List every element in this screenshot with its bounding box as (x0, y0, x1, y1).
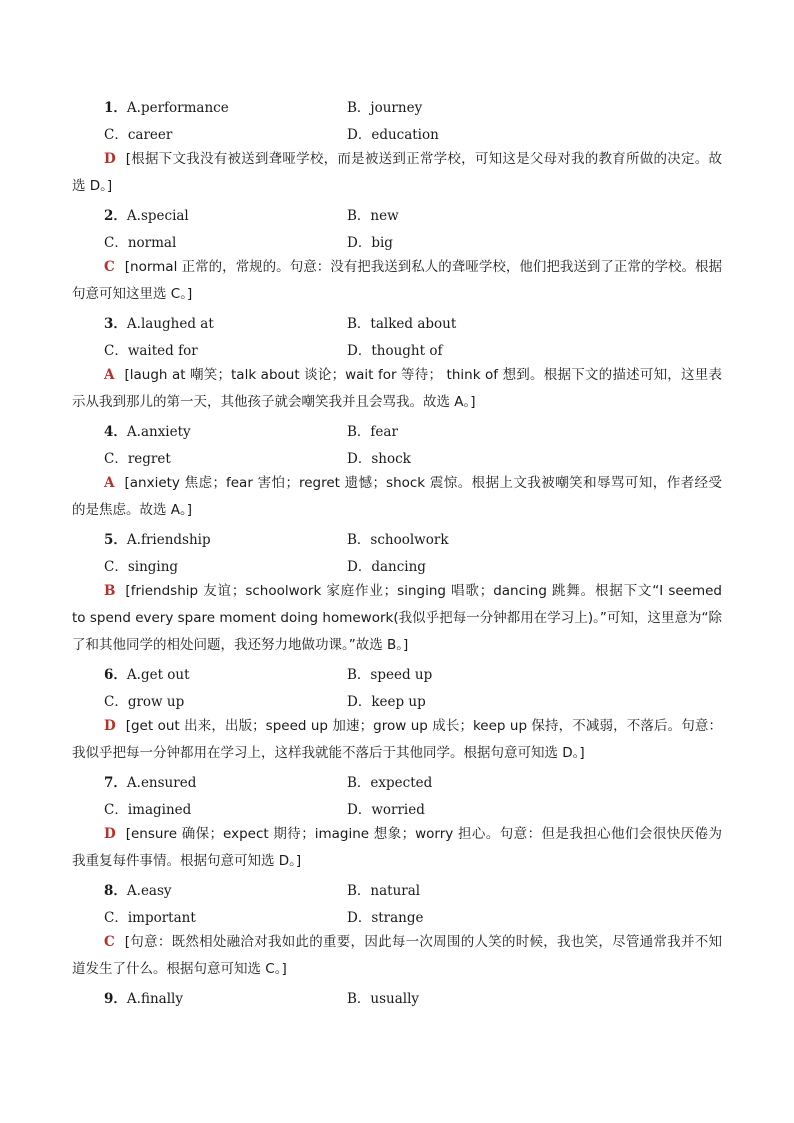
question-list (72, 92, 722, 1010)
answer-explanation-2 (72, 254, 722, 308)
explanation-text: [friendship 友谊；schoolwork 家庭作业；singing 唱歌；dancing 跳舞。根据下文“I seemed to spend every spare moment doing homework(我似乎把每一分钟都用在学习上)。”可知，这里意为“除了和其他同学的相处问题，我还努力地做功课。”故选 B。] (72, 583, 722, 653)
question-3-row-2 (72, 335, 722, 362)
option-a: A.performance (126, 99, 229, 116)
answer-letter: A (104, 475, 115, 491)
option-c: C．career (104, 126, 173, 143)
question-number: 8． (104, 882, 127, 899)
option-b: B．new (347, 207, 399, 224)
explanation-text: [normal 正常的，常规的。句意：没有把我送到私人的聋哑学校，他们把我送到了正常的学校。根据句意可知这里选 C。] (72, 259, 722, 302)
question-number: 9． (104, 990, 127, 1007)
question-1-row-2 (72, 119, 722, 146)
option-c: C．imagined (104, 801, 192, 818)
explanation-text: [句意：既然相处融洽对我如此的重要，因此每一次周围的人笑的时候，我也笑，尽管通常我并不知道发生了什么。根据句意可知选 C。] (72, 934, 722, 977)
option-d: D．thought of (347, 342, 443, 359)
option-c: C．normal (104, 234, 177, 251)
answer-explanation-1 (72, 146, 722, 200)
option-d: D．education (347, 126, 439, 143)
option-c: C．grow up (104, 693, 185, 710)
question-6-row-2 (72, 686, 722, 713)
explanation-text: [ensure 确保；expect 期待；imagine 想象；worry 担心。句意：但是我担心他们会很快厌倦为我重复每件事情。根据句意可知选 D。] (72, 826, 722, 869)
question-1-row-1 (72, 92, 722, 119)
answer-letter: D (104, 718, 116, 734)
option-d: D．big (347, 234, 393, 251)
question-4-row-2 (72, 443, 722, 470)
option-a: A.laughed at (126, 315, 214, 332)
answer-letter: C (104, 934, 115, 950)
option-d: D．worried (347, 801, 425, 818)
question-9-row-1 (72, 983, 722, 1010)
answer-letter: B (104, 583, 116, 599)
option-c: C．important (104, 909, 196, 926)
question-number: 2． (104, 207, 127, 224)
option-a: A.get out (126, 666, 190, 683)
option-b: B．fear (347, 423, 398, 440)
option-a: A.friendship (126, 531, 211, 548)
answer-letter: D (104, 151, 116, 167)
answer-explanation-3 (72, 362, 722, 416)
option-a: A.easy (126, 882, 172, 899)
option-b: B．journey (347, 99, 423, 116)
answer-explanation-6 (72, 713, 722, 767)
option-b: B．schoolwork (347, 531, 449, 548)
answer-explanation-8 (72, 929, 722, 983)
question-number: 3． (104, 315, 127, 332)
question-8-row-2 (72, 902, 722, 929)
question-3-row-1 (72, 308, 722, 335)
question-2-row-1 (72, 200, 722, 227)
option-d: D．dancing (347, 558, 426, 575)
explanation-text: [anxiety 焦虑；fear 害怕；regret 遗憾；shock 震惊。根据上文我被嘲笑和辱骂可知，作者经受的是焦虑。故选 A。] (72, 475, 722, 518)
option-b: B．usually (347, 990, 420, 1007)
option-b: B．expected (347, 774, 433, 791)
answer-explanation-7 (72, 821, 722, 875)
question-number: 5． (104, 531, 127, 548)
option-c: C．singing (104, 558, 179, 575)
question-6-row-1 (72, 659, 722, 686)
answer-explanation-4 (72, 470, 722, 524)
question-8-row-1 (72, 875, 722, 902)
question-7-row-2 (72, 794, 722, 821)
question-7-row-1 (72, 767, 722, 794)
option-c: C．waited for (104, 342, 198, 359)
option-b: B．speed up (347, 666, 433, 683)
option-c: C．regret (104, 450, 171, 467)
question-number: 4． (104, 423, 127, 440)
option-d: D．shock (347, 450, 411, 467)
question-number: 1． (104, 99, 127, 116)
option-a: A.finally (126, 990, 183, 1007)
question-2-row-2 (72, 227, 722, 254)
explanation-text: [get out 出来，出版；speed up 加速；grow up 成长；keep up 保持，不减弱，不落后。句意：我似乎把每一分钟都用在学习上，这样我就能不落后于其他同学。根据句意可知选 D。] (72, 718, 722, 761)
option-b: B．natural (347, 882, 421, 899)
question-5-row-2 (72, 551, 722, 578)
answer-letter: A (104, 367, 115, 383)
option-a: A.anxiety (126, 423, 191, 440)
explanation-text: [laugh at 嘲笑；talk about 谈论；wait for 等待； think of 想到。根据下文的描述可知，这里表示从我到那儿的第一天，其他孩子就会嘲笑我并且会骂我。故选 A。] (72, 367, 722, 410)
question-4-row-1 (72, 416, 722, 443)
option-a: A.ensured (126, 774, 197, 791)
option-b: B．talked about (347, 315, 457, 332)
question-number: 6． (104, 666, 127, 683)
option-d: D．keep up (347, 693, 426, 710)
option-a: A.special (126, 207, 189, 224)
answer-letter: D (104, 826, 116, 842)
answer-explanation-5 (72, 578, 722, 659)
option-d: D．strange (347, 909, 424, 926)
answer-letter: C (104, 259, 115, 275)
question-5-row-1 (72, 524, 722, 551)
explanation-text: [根据下文我没有被送到聋哑学校，而是被送到正常学校，可知这是父母对我的教育所做的决定。故选 D。] (72, 151, 722, 194)
question-number: 7． (104, 774, 127, 791)
